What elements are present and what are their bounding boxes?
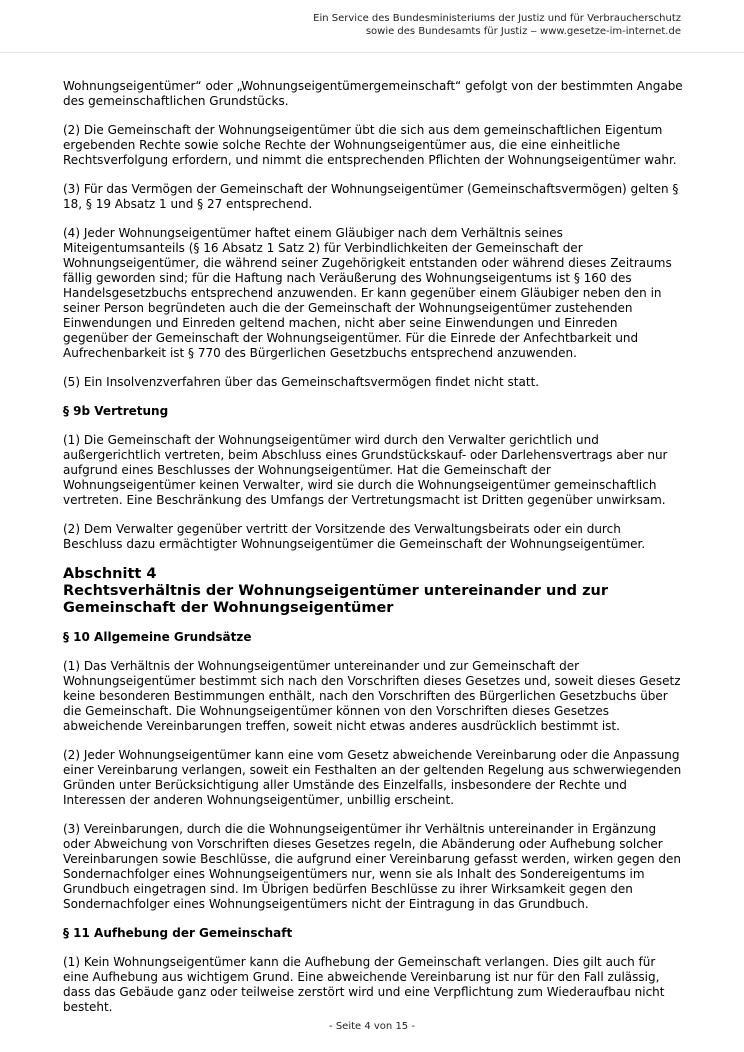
paragraph-9a-4: (4) Jeder Wohnungseigentümer haftet einem Gläubiger nach dem Verhältnis seines Miteigentumsanteils (§ 16 Absatz 1 Satz 2) für Verbindlichkeiten der Gemeinschaft der Wohnungseigentümer, die während seiner Zugehörigkeit entstanden oder während dieses Zeitraums fällig geworden sind; für die Haftung nach Veräußerung des Wohnungseigentums ist § 160 des Handelsgesetzbuchs entsprechend anzuwenden. Er kann gegenüber einem Gläubiger neben den in seiner Person begründeten auch die der Gemeinschaft der Wohnungseigentümer zustehenden Einwendungen und Einreden geltend machen, nicht aber seine Einwendungen und Einreden gegenüber der Gemeinschaft der Wohnungseigentümer. Für die Einrede der Anfechtbarkeit und Aufrechenbarkeit ist § 770 des Bürgerlichen Gesetzbuchs entsprechend anzuwenden. — [63, 226, 672, 360]
section-heading-10: § 10 Allgemeine Grundsätze — [63, 630, 252, 644]
paragraph-9a-2: (2) Die Gemeinschaft der Wohnungseigentümer übt die sich aus dem gemeinschaftlichen Eigentum ergebenden Rechte sowie solche Rechte der Wohnungseigentümer aus, die eine einheitliche Rechtsverfolgung erfordern, und nimmt die entsprechenden Pflichten der Wohnungseigentümer wahr. — [63, 123, 677, 167]
page-header — [313, 12, 681, 38]
paragraph-9a-5: (5) Ein Insolvenzverfahren über das Gemeinschaftsvermögen findet nicht statt. — [63, 375, 540, 389]
page-number: - Seite 4 von 15 - — [329, 1021, 415, 1032]
section-heading-11: § 11 Aufhebung der Gemeinschaft — [63, 926, 293, 940]
paragraph-10-1: (1) Das Verhältnis der Wohnungseigentümer untereinander und zur Gemeinschaft der Wohnungseigentümer bestimmt sich nach den Vorschriften dieses Gesetzes und, soweit dieses Gesetz keine besonderen Bestimmungen enthält, nach den Vorschriften des Bürgerlichen Gesetzbuchs über die Gemeinschaft. Die Wohnungseigentümer können von den Vorschriften dieses Gesetzes abweichende Vereinbarungen treffen, soweit nicht etwas anderes ausdrücklich bestimmt ist. — [63, 659, 681, 733]
paragraph-9b-1: (1) Die Gemeinschaft der Wohnungseigentümer wird durch den Verwalter gerichtlich und außergerichtlich vertreten, beim Abschluss eines Grundstückskauf- oder Darlehensvertrags aber nur aufgrund eines Beschlusses der Wohnungseigentümer. Hat die Gemeinschaft der Wohnungseigentümer keinen Verwalter, wird sie durch die Wohnungseigentümer gemeinschaftlich vertreten. Eine Beschränkung des Umfangs der Vertretungsmacht ist Dritten gegenüber unwirksam. — [63, 433, 668, 507]
paragraph-9a-3: (3) Für das Vermögen der Gemeinschaft der Wohnungseigentümer (Gemeinschaftsvermögen) gelten § 18, § 19 Absatz 1 und § 27 entsprechend. — [63, 182, 679, 211]
document-body — [63, 79, 683, 1029]
header-service-line: Ein Service des Bundesministeriums der Justiz und für Verbraucherschutz — [313, 13, 681, 24]
paragraph-10-3: (3) Vereinbarungen, durch die die Wohnungseigentümer ihr Verhältnis untereinander in Ergänzung oder Abweichung von Vorschriften dieses Gesetzes regeln, die Abänderung oder Aufhebung solcher Vereinbarungen sowie Beschlüsse, die aufgrund einer Vereinbarung gefasst werden, wirken gegen den Sondernachfolger eines Wohnungseigentümers nur, wenn sie als Inhalt des Sondereigentums im Grundbuch eingetragen sind. Im Übrigen bedürfen Beschlüsse zu ihrer Wirksamkeit gegen den Sondernachfolger eines Wohnungseigentümers nicht der Eintragung in das Grundbuch. — [63, 822, 682, 911]
paragraph-9b-2: (2) Dem Verwalter gegenüber vertritt der Vorsitzende des Verwaltungsbeirats oder ein durch Beschluss dazu ermächtigter Wohnungseigentümer die Gemeinschaft der Wohnungseigentümer. — [63, 522, 646, 551]
section-heading-9b: § 9b Vertretung — [63, 404, 169, 418]
chapter-heading-abschnitt-4 — [63, 566, 683, 617]
chapter-title: Rechtsverhältnis der Wohnungseigentümer untereinander und zur Gemeinschaft der Wohnungseigentümer — [63, 583, 608, 616]
chapter-number: Abschnitt 4 — [63, 566, 157, 582]
paragraph-9a-1-continuation: Wohnungseigentümer“ oder „Wohnungseigentümergemeinschaft“ gefolgt von der bestimmten Angabe des gemeinschaftlichen Grundstücks. — [63, 79, 683, 108]
paragraph-10-2: (2) Jeder Wohnungseigentümer kann eine vom Gesetz abweichende Vereinbarung oder die Anpassung einer Vereinbarung verlangen, soweit ein Festhalten an der geltenden Regelung aus schwerwiegenden Gründen unter Berücksichtigung aller Umstände des Einzelfalls, insbesondere der Rechte und Interessen der anderen Wohnungseigentümer, unbillig erscheint. — [63, 748, 682, 807]
header-divider — [0, 52, 744, 53]
paragraph-11-1: (1) Kein Wohnungseigentümer kann die Aufhebung der Gemeinschaft verlangen. Dies gilt auch für eine Aufhebung aus wichtigem Grund. Eine abweichende Vereinbarung ist nur für den Fall zulässig, dass das Gebäude ganz oder teilweise zerstört wird und eine Verpflichtung zum Wiederaufbau nicht besteht. — [63, 955, 665, 1014]
header-source-line: sowie des Bundesamts für Justiz ‒ www.gesetze-im-internet.de — [365, 26, 681, 37]
